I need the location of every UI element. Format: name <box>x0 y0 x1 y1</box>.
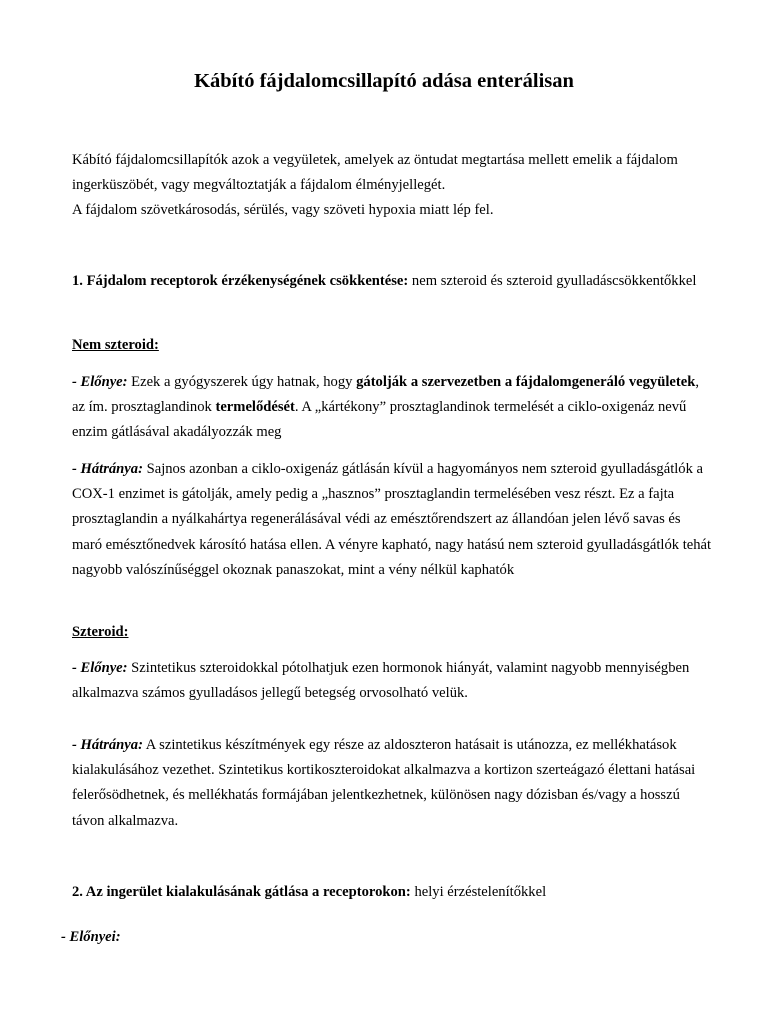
nonsteroid-advantage-text-3: . A „kártékony” prosztaglandinok termelését a ciklo-oxigenáz nevű enzim gátlásával akadályozzák meg <box>72 399 687 441</box>
page-title: Kábító fájdalomcsillapító adása enterálisan <box>194 70 574 92</box>
steroid-advantage-label: - Előnye: <box>72 660 128 676</box>
nonsteroid-advantage-bold-2: termelődését <box>215 399 295 416</box>
section2-heading <box>72 880 712 905</box>
section2-advantages-label-text: - Előnyei: <box>61 929 121 945</box>
nonsteroid-disadvantage <box>72 457 712 583</box>
nonsteroid-advantage-bold-1: gátolják a szervezetben a fájdalomgeneráló vegyületek <box>356 374 696 390</box>
section2-advantages-label <box>61 925 701 950</box>
steroid-disadvantage <box>72 733 712 834</box>
nonsteroid-disadvantage-text: Sajnos azonban a ciklo-oxigenáz gátlásán kívül a hagyományos nem szteroid gyulladásgátlók a COX-1 enzimet is gátolják, amely pedig a „hasznos” prosztaglandin termelésében vesz részt. Ez a fajta prosztaglandin a nyálkahártya regenerálásával védi az emésztőrendszert az állandóan jelen lévő savas és maró emésztőnedvek károsító hatása ellen. A vényre kapható, nagy hatású nem szteroid gyulladásgátlók tehát nagyobb valószínűséggel okoznak panaszokat, mint a vény nélkül kaphatók <box>72 461 712 578</box>
steroid-advantage-text: Szintetikus szteroidokkal pótolhatjuk ezen hormonok hiányát, valamint nagyobb mennyiségben alkalmazva számos gyulladásos jellegű betegség orvosolható velük. <box>72 660 690 702</box>
section1-title: 1. Fájdalom receptorok érzékenységének csökkentése: <box>72 273 409 289</box>
section1-subtitle: nem szteroid és szteroid gyulladáscsökkentőkkel <box>408 273 697 289</box>
section2-title: 2. Az ingerület kialakulásának gátlása a receptorokon: <box>72 884 411 900</box>
steroid-disadvantage-label: - Hátránya: <box>72 737 143 753</box>
nonsteroid-heading: Nem szteroid: <box>72 337 159 353</box>
steroid-heading: Szteroid: <box>72 624 129 640</box>
intro-definition: Kábító fájdalomcsillapítók azok a vegyületek, amelyek az öntudat megtartása mellett emelik a fájdalom ingerküszöbét, vagy megváltoztatják a fájdalom élményjellegét. <box>72 152 678 194</box>
nonsteroid-advantage-label: - Előnye: <box>72 374 128 390</box>
nonsteroid-advantage-text-1: Ezek a gyógyszerek úgy hatnak, hogy <box>127 374 357 390</box>
intro-paragraph <box>72 148 712 224</box>
section2-subtitle: helyi érzéstelenítőkkel <box>410 884 547 900</box>
intro-cause: A fájdalom szövetkárosodás, sérülés, vagy szöveti hypoxia miatt lép fel. <box>72 202 494 219</box>
section1-heading <box>72 269 712 294</box>
nonsteroid-advantage-text-2: , az ím. prosztaglandinok <box>72 374 699 416</box>
steroid-advantage <box>72 656 712 706</box>
nonsteroid-disadvantage-label: - Hátránya: <box>72 461 143 477</box>
steroid-disadvantage-text: A szintetikus készítmények egy része az aldoszteron hatásait is utánozza, ez mellékhatások kialakulásához vezethet. Szintetikus kortikoszteroidokat alkalmazva a kortizon szerteágazó élettani hatásai felerősödhetnek, és mellékhatás formájában jelentkezhetnek, különösen nagy dózisban és/vagy a hosszú távon alkalmazva. <box>72 737 696 829</box>
nonsteroid-advantage <box>72 370 712 446</box>
